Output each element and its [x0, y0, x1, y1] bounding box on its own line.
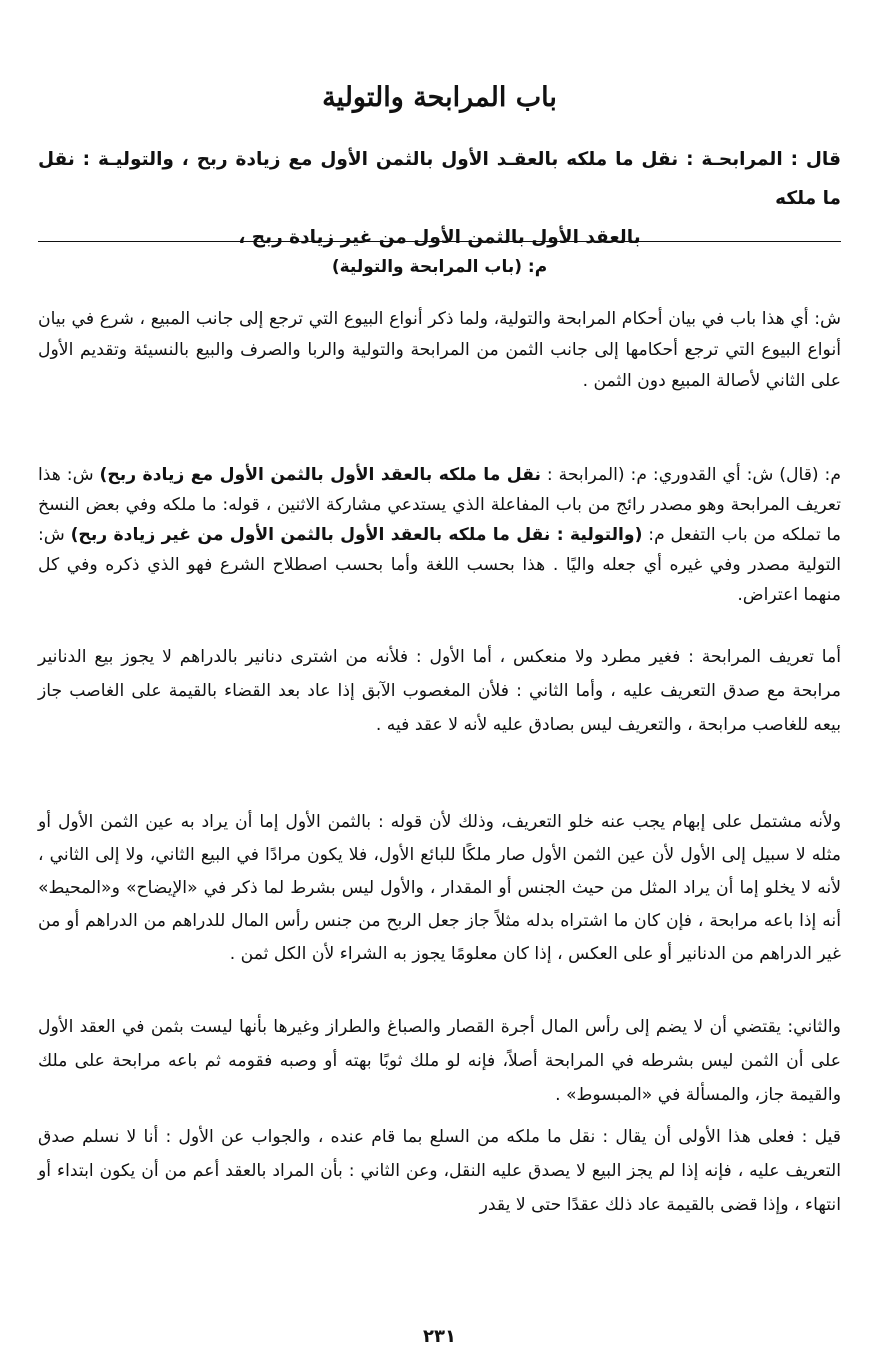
p2-intro: م: (قال) ش: أي القدوري: م: (المرابحة : — [540, 465, 841, 485]
commentary-paragraph-2 — [38, 460, 841, 610]
matn-line-1: قال : المرابحـة : نقل ما ملكه بالعقـد الأول بالثمن الأول مع زيادة ربح ، والتوليـة : نقل ما ملكه — [38, 149, 841, 209]
separator-line — [38, 241, 841, 242]
commentary-paragraph-3: أما تعريف المرابحة : فغير مطرد ولا منعكس ، أما الأول : فلأنه من اشترى دنانير بالدراهم لا يجوز بيع الدنانير مرابحة مع صدق التعريف عليه ، وأما الثاني : فلأن المغصوب الآبق إذا عاد بعد القضاء بالقيمة على الغاصب جاز بيعه للغاصب مرابحة ، والتعريف ليس بصادق عليه لأنه لا عقد فيه . — [38, 647, 841, 735]
matn-text — [38, 140, 841, 257]
commentary-paragraph-6: قيل : فعلى هذا الأولى أن يقال : نقل ما ملكه من السلع بما قام عنده ، والجواب عن الأول : أنا لا نسلم صدق التعريف عليه ، فإنه إذا لم يجز البيع لا يصدق عليه النقل، وعن الثاني : بأن المراد بالعقد أعم من أن يكون ابتداء أو انتهاء ، وإذا قضى بالقيمة عاد ذلك عقدًا حتى لا يقدر — [38, 1127, 841, 1215]
commentary-heading: م: (باب المرابحة والتولية) — [331, 257, 548, 277]
commentary-paragraph-4: ولأنه مشتمل على إبهام يجب عنه خلو التعريف، وذلك لأن قوله : بالثمن الأول إما أن يراد به عين الثمن الأول أو مثله لا سبيل إلى الأول لأن عين الثمن الأول صار ملكًا للبائع الأول، فلا يكون مرادًا في البيع الثاني، ولا إلى الثاني ، لأنه لا يخلو إما أن يراد المثل من حيث الجنس أو المقدار ، والأول ليس بشرط لما ذكر في «الإيضاح» و«المحيط» أنه إذا باعه مرابحة ، فإن كان ما اشتراه بدله مثلاً جاز جعل الربح من جنس رأس المال للدراهم من الدراهم أو من غير الدراهم من الدنانير أو على العكس ، إذا كان معلومًا يجوز به الشراء لأن الكل ثمن . — [38, 812, 841, 964]
p2-quoted-matn-2: (والتولية : نقل ما ملكه بالعقد الأول بالثمن الأول من غير زيادة ربح) — [70, 525, 643, 545]
p2-middle: ش: هذا تعريف المرابحة وهو مصدر رائج من باب المفاعلة الذي يستدعي مشاركة الاثنين ، قوله: ما ملكه وفي بعض النسخ ما تملكه من باب التفعل م: — [38, 465, 841, 545]
commentary-paragraph-1: ش: أي هذا باب في بيان أحكام المرابحة والتولية، ولما ذكر أنواع البيوع التي ترجع إلى جانب المبيع ، شرع في بيان أنواع البيوع التي ترجع أحكامها إلى جانب الثمن من المرابحة والتولية والربا والصرف والبيع بالنسيئة وتقديم الأول على الثاني لأصالة المبيع دون الثمن . — [38, 309, 841, 391]
matn-line-2: بالعقد الأول بالثمن الأول من غير زيادة ربح ، — [238, 227, 641, 248]
p2-quoted-matn-1: نقل ما ملكه بالعقد الأول بالثمن الأول مع زيادة ربح) — [99, 465, 541, 485]
commentary-paragraph-5: والثاني: يقتضي أن لا يضم إلى رأس المال أجرة القصار والصباغ والطراز وغيرها بأنها ليست بثمن في العقد الأول على أن الثمن ليس بشرطه في المرابحة أصلاً، فإنه لو ملك ثوبًا بهته أو وصبه فقومه ثم باعه مرابحة على ملك والقيمة جاز، والمسألة في «المبسوط» . — [38, 1017, 841, 1105]
chapter-title: باب المرابحة والتولية — [322, 82, 557, 113]
page-number: ٢٣١ — [423, 1326, 456, 1347]
p2-ending: ش: التولية مصدر وفي غيره أي جعله واليًا . هذا بحسب اللغة وأما بحسب اصطلاح الشرع فهو الذي ذكره وفي كل منهما اعتراض. — [38, 525, 841, 605]
